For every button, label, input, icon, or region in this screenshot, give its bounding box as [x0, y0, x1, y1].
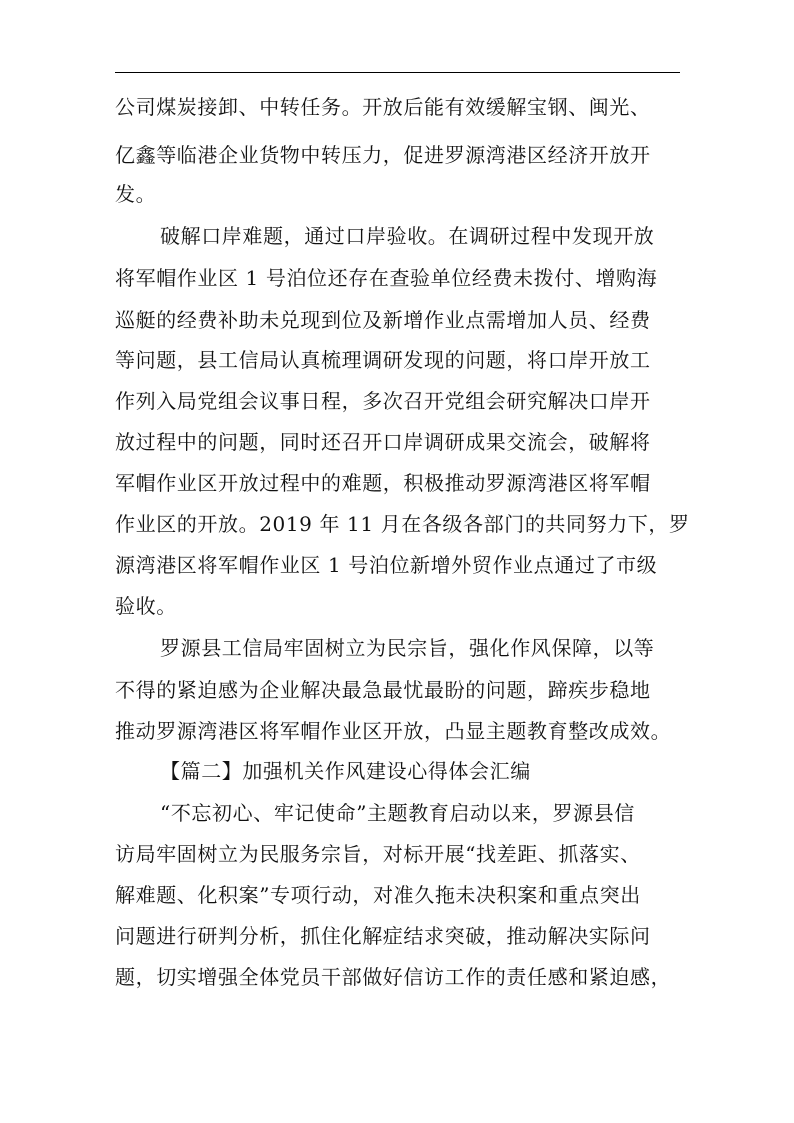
paragraph-first-line: 破解口岸难题，通过口岸验收。在调研过程中发现开放: [160, 224, 655, 248]
text-line: 亿鑫等临港企业货物中转压力，促进罗源湾港区经济开放开: [115, 143, 651, 167]
text-line: 作业区的开放。2019 年 11 月在各级各部门的共同努力下，罗: [115, 512, 690, 536]
text-line: 将军帽作业区 1 号泊位还存在查验单位经费未拨付、增购海: [115, 266, 658, 290]
paragraph-first-line: 罗源县工信局牢固树立为民宗旨，强化作风保障，以等: [160, 636, 655, 660]
text-line: 问题进行研判分析，抓住化解症结求突破，推动解决实际问: [115, 924, 651, 948]
text-line: 不得的紧迫感为企业解决最急最忧最盼的问题，蹄疾步稳地: [115, 678, 651, 702]
text-line: 解难题、化积案”专项行动，对准久拖未决积案和重点突出: [115, 883, 641, 907]
header-rule: [115, 72, 680, 73]
text-line: 源湾港区将军帽作业区 1 号泊位新增外贸作业点通过了市级: [115, 553, 658, 577]
text-line: 验收。: [115, 594, 177, 618]
text-line: 等问题，县工信局认真梳理调研发现的问题，将口岸开放工: [115, 348, 651, 372]
text-line: 公司煤炭接卸、中转任务。开放后能有效缓解宝钢、闽光、: [115, 95, 651, 119]
section-heading: 【篇二】加强机关作风建设心得体会汇编: [160, 759, 531, 783]
text-line: 题，切实增强全体党员干部做好信访工作的责任感和紧迫感，: [115, 965, 672, 989]
text-line: 推动罗源湾港区将军帽作业区开放，凸显主题教育整改成效。: [115, 719, 672, 743]
text-line: 访局牢固树立为民服务宗旨，对标开展“找差距、抓落实、: [115, 842, 641, 866]
text-line: 巡艇的经费补助未兑现到位及新增作业点需增加人员、经费: [115, 308, 651, 332]
text-line: 作列入局党组会议事日程，多次召开党组会研究解决口岸开: [115, 389, 651, 413]
paragraph-first-line: “不忘初心、牢记使命”主题教育启动以来，罗源县信: [160, 801, 635, 825]
text-line: 发。: [115, 182, 157, 206]
text-line: 放过程中的问题，同时还召开口岸调研成果交流会，破解将: [115, 430, 651, 454]
text-line: 军帽作业区开放过程中的难题，积极推动罗源湾港区将军帽: [115, 471, 651, 495]
